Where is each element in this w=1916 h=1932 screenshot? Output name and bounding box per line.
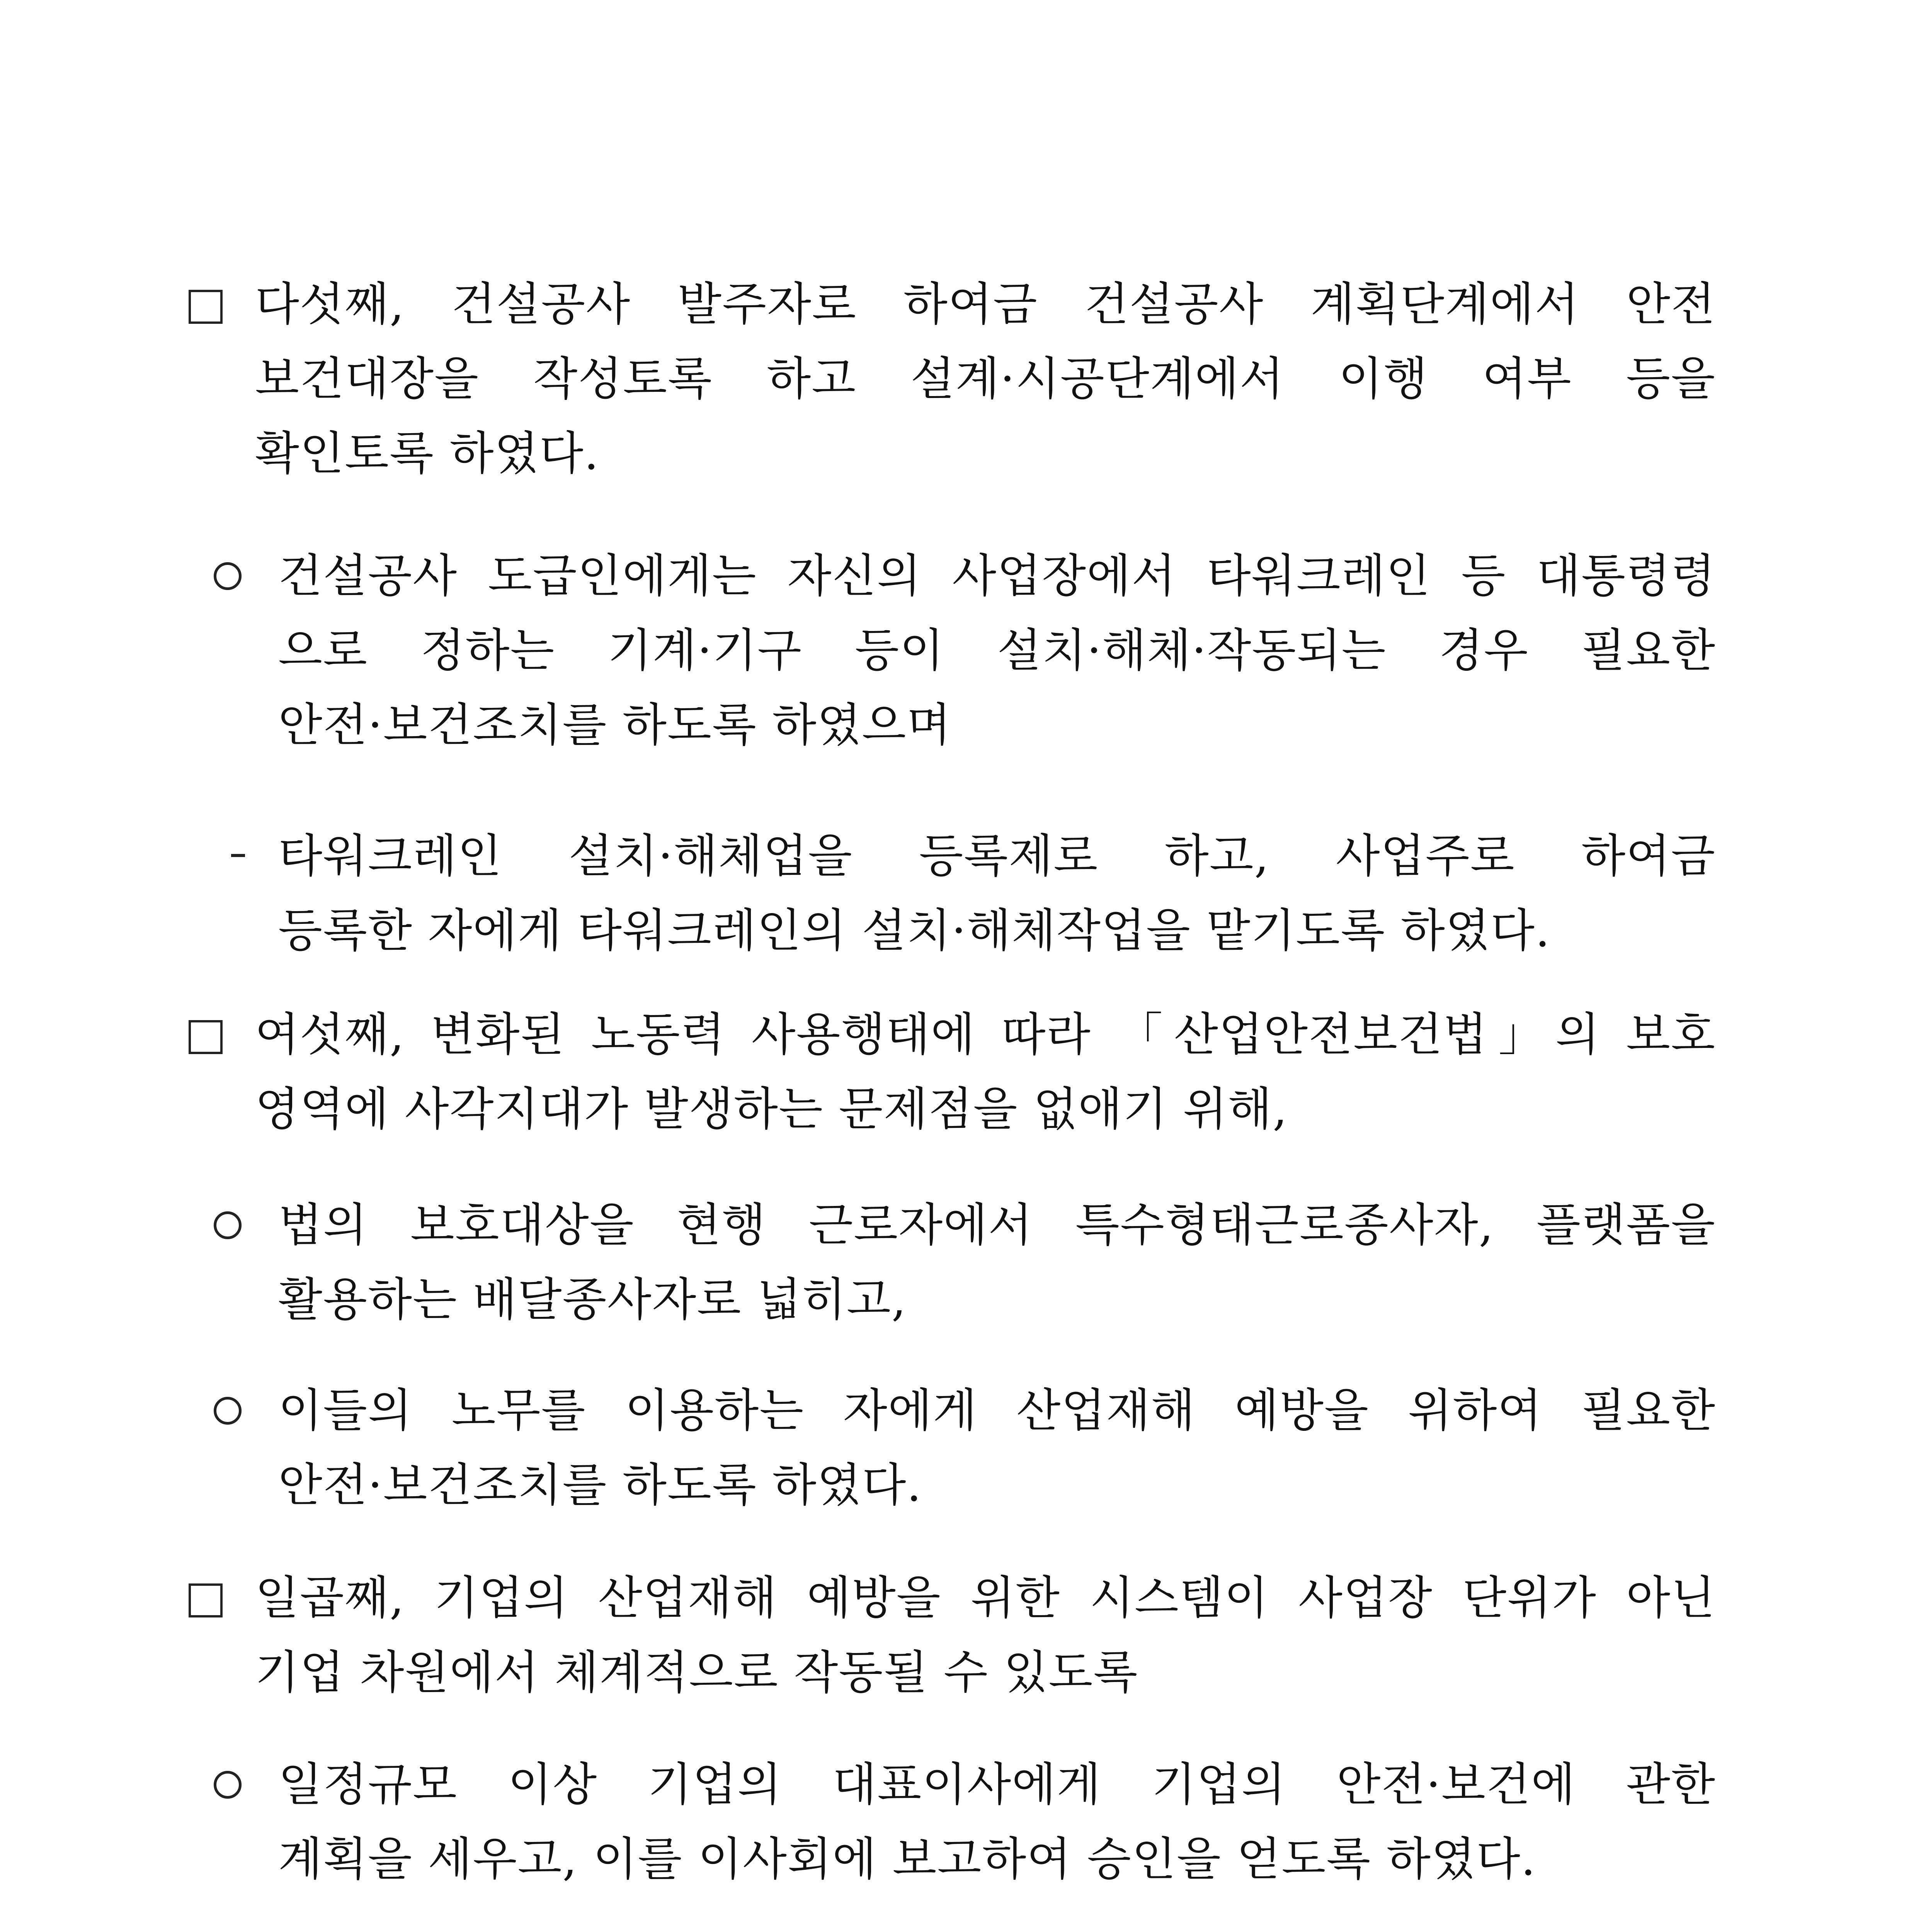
text-line: 이들의 노무를 이용하는 자에게 산업재해 예방을 위하여 필요한 xyxy=(278,1384,1716,1437)
text-line: 일정규모 이상 기업의 대표이사에게 기업의 안전·보건에 관한 xyxy=(278,1758,1716,1811)
text-line: 다섯째, 건설공사 발주자로 하여금 건설공사 계획단계에서 안전 xyxy=(255,277,1716,331)
text-line: 활용하는 배달종사자로 넓히고, xyxy=(278,1273,907,1326)
text-line: 일곱째, 기업의 산업재해 예방을 위한 시스템이 사업장 단위가 아닌 xyxy=(255,1571,1716,1624)
text-line: 등록한 자에게 타워크레인의 설치·해체작업을 맡기도록 하였다. xyxy=(278,904,1551,957)
text-line: 안전·보건조치를 하도록 하였으며 xyxy=(278,698,952,752)
checkbox-square-icon xyxy=(189,1583,223,1617)
text-line: 으로 정하는 기계·기구 등이 설치·해체·작동되는 경우 필요한 xyxy=(278,624,1716,677)
text-line: 법의 보호대상을 현행 근로자에서 특수형태근로종사자, 플랫폼을 xyxy=(278,1198,1716,1252)
text-line: 안전·보건조치를 하도록 하였다. xyxy=(278,1458,922,1512)
circle-bullet-icon xyxy=(214,562,242,590)
text-line: 확인토록 하였다. xyxy=(255,427,599,480)
checkbox-square-icon xyxy=(189,290,223,324)
circle-bullet-icon xyxy=(214,1211,242,1239)
text-line: 계획을 세우고, 이를 이사회에 보고하여 승인을 얻도록 하였다. xyxy=(278,1832,1537,1886)
text-line: 건설공사 도급인에게는 자신의 사업장에서 타워크레인 등 대통령령 xyxy=(278,549,1716,602)
text-line: 보건대장을 작성토록 하고 설계·시공단계에서 이행 여부 등을 xyxy=(255,352,1716,405)
text-line: 기업 차원에서 체계적으로 작동될 수 있도록 xyxy=(255,1646,1138,1699)
text-line: 타워크레인 설치·해체업을 등록제로 하고, 사업주로 하여금 xyxy=(278,829,1716,883)
checkbox-square-icon xyxy=(189,1020,223,1054)
circle-bullet-icon xyxy=(214,1397,242,1425)
circle-bullet-icon xyxy=(214,1771,242,1799)
dash-bullet-icon xyxy=(231,854,245,857)
text-line: 여섯째, 변화된 노동력 사용행태에 따라 「산업안전보건법」의 보호 xyxy=(255,1008,1716,1061)
text-line: 영역에 사각지대가 발생하는 문제점을 없애기 위해, xyxy=(255,1082,1288,1136)
